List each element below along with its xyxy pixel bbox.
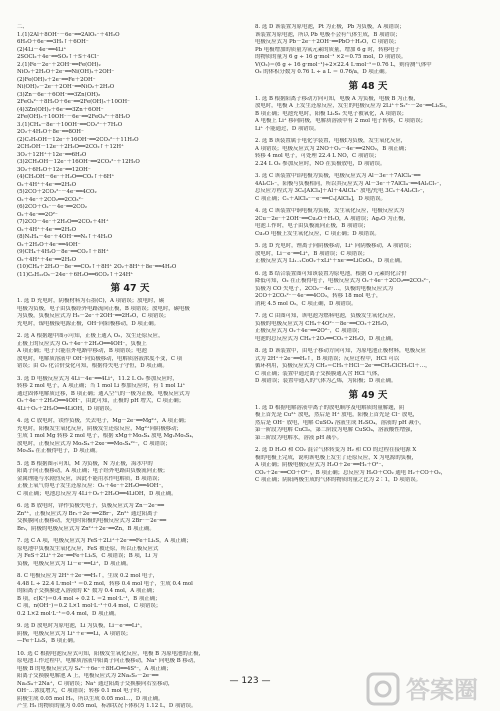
text-line: 8. 选 D 该装置为原电池，Pt 为正极，Pb 为负极，A 项错误； — [255, 24, 405, 30]
text-line: 阳离子向正极移动，A 项正确；电子经外电路由负极流向正极； — [17, 468, 169, 474]
text-line: O₂＋4e⁻＋2H₂O══4OH⁻，由此可知，正极的 pH 增大，C 项正确； — [17, 398, 185, 404]
text-line: 3. 选 C 该装置中铝电极为负极，电极反应式为 Al－3e⁻＋7AlCl₄⁻══ — [255, 173, 421, 179]
text-line: 1. 选 D 充电时，阴极材料为石墨(C)，A 项错误；放电时，碳 — [17, 298, 165, 304]
text-line: 通过固体电解质迁移，B 项正确；通入空气的一极为正极，电极反应式为 — [17, 390, 190, 397]
text-line: Li⁺ 不能通过，D 项错误。 — [255, 125, 320, 132]
text-line: 放电时，电极 A 上发生还原反应，发生的电极反应为 2Li⁺＋S₂²⁻－2e⁻══Li₂S₂， — [255, 103, 451, 109]
text-line: 为 FeS＋2Li⁺＋2e⁻══Fe＋Li₂S，C 项错误；B 项，Li 为 — [17, 553, 158, 559]
text-line: 原电池工作过程中，电解质溶液中阳离子向正极移动，Na⁺ 向电极 B 移动， — [17, 658, 199, 664]
text-line: 充电时，镍电极接电源正极，OH⁻向阳极移动，D 项正确。 — [17, 320, 159, 327]
text-line: 正极反应式为 O₂＋4e⁻══2O²⁻，C 项错误； — [255, 328, 363, 334]
text-line: 为负极，负极反应式为 H₂－2e⁻＋2OH⁻══2H₂O，C 项错误； — [17, 313, 170, 319]
text-line: (8)N₂H₄－4e⁻＋4OH⁻══N₂↑＋4H₂O — [17, 234, 113, 240]
text-line: 产生 H₂ 的物质的量为 0.05 mol，标准状况下体积为 1.12 L，D 项错误。 — [17, 703, 197, 709]
text-line: 充电时，阳极发生氧化反应，阴极发生还原反应，Mg²⁺向阴极移动； — [17, 425, 182, 432]
text-line: O₂＋4e⁻══2O²⁻ — [17, 211, 58, 218]
text-line: 第一阶段为电解 CuCl₂，第二阶段为电解 CuSO₄，溶液酸性增强， — [255, 427, 416, 433]
text-line: 然后是 OH⁻ 放电，电解 CuSO₄ 溶液生成 H₂SO₄，溶液的 pH 减小， — [255, 419, 425, 426]
text-line: 2.24 L O₂ 参加反应时，NO 在负极放电，D 项错误。 — [255, 160, 386, 167]
text-line: 负极的电极反应式为 CH₄＋4O²⁻－8e⁻══CO₂＋2H₂O， — [255, 320, 393, 327]
text-line: O₂＋4H⁺＋4e⁻══2H₂O — [17, 181, 77, 188]
text-line: 阳离子交换膜电解池 A 上，电极反应式为 2Na₂S₂－2e⁻══ — [17, 673, 159, 679]
text-line: (4)CH₃OH－6e⁻＋H₂O══CO₂↑＋6H⁺ — [17, 174, 115, 180]
text-line: C 项正确；电池总反应为 4Li＋O₂＋2H₂O══4LiOH，D 项正确。 — [17, 490, 177, 497]
text-line: 2. 选 B 该装置属于电化学装置，电极Ⅰ为负极，发生氧化反应， — [255, 138, 407, 144]
text-line: 8. C 电极反应为 2H⁺＋2e⁻══H₂↑，生成 0.2 mol 电子， — [17, 573, 159, 579]
text-line: 9. 选 D 放电时为原电池，Li 为负极，Li－e⁻══Li⁺， — [17, 623, 146, 629]
text-line: 3O₂＋12H⁺＋12e⁻══6H₂O — [17, 151, 87, 158]
text-line: 正极反应式为 Li₁₋ₓCoO₂＋xLi⁺＋xe⁻══LiCoO₂，D 项正确。 — [255, 258, 406, 264]
page-number: — 123 — — [229, 676, 271, 686]
text-line: 放电时，正极反应式为 Mo₃S₄＋2xe⁻══Mo₃S₄²ˣ⁻，C 项错误； — [17, 440, 171, 447]
text-line: C 项正确；装置中通过离子交换膜通入含 HCl 气体， — [255, 370, 383, 377]
text-line: C 项正确；阴阳两极生成的气体的物质的量之比为 2∶1，D 项错误。 — [255, 477, 421, 483]
text-line: 4Al₂Cl₇⁻，阳极与负极相同，所以其反应式为 Al－3e⁻＋7AlCl₄⁻══4Al₂Cl₇⁻， — [255, 180, 445, 187]
text-line: 8. 选 D 该装置中，由电子移动方向可知，为原电池正极材料，电极反应 — [255, 348, 426, 354]
left-column — [17, 24, 243, 711]
text-line: (5)2CO＋2CO₃²⁻－4e⁻══4CO₂ — [17, 189, 97, 195]
text-line: Br₂，阴极的电极反应式为 Zn²⁺＋2e⁻══Zn，B 项正确。 — [17, 525, 155, 532]
text-line: 2CO＋2CO₃²⁻－4e⁻══4CO₂，转移 18 mol 电子， — [255, 293, 382, 299]
text-line: Pb 电极增加的质量为氧元素的质量，增加 6 g 时，转移电子 — [255, 46, 400, 53]
text-line: 放电时，Li－e⁻══Li⁺，B 项错误；C 项错误； — [255, 250, 368, 257]
text-line: C 项正确；Cₙ＋AlCl₄⁻－e⁻══Cₙ[AlCl₄]，D 项错误。 — [255, 195, 386, 202]
text-line: 电极为负极，电子由负极经外电路流向正极，B 项错误；放电时，碳电极 — [17, 305, 190, 312]
text-line: 正极上的反应式为 O₂＋4e⁻＋2H₂O══4OH⁻，负极上 — [17, 340, 147, 347]
text-line: 1. 选 B 根据阳离子移动方向可知，电极 A 为负极，电极 B 为正极， — [255, 95, 419, 102]
text-line: V(O₂)＝(6 g ÷ 16 g·mol⁻¹)÷2×22.4 L·mol⁻¹＝0.76 L，则待测气体中 — [255, 61, 432, 68]
text-line: 3O₂＋6H₂O＋12e⁻══12OH⁻ — [17, 166, 91, 173]
text-line: (11)C₆H₁₂O₆－24e⁻＋6H₂O══6CO₂↑＋24H⁺ — [17, 271, 134, 278]
text-line: O₂ 的体积分数为 0.76 L ÷ a L ＝ 0.76/a，D 项正确。 — [255, 69, 390, 75]
text-line: 2Cu－2e⁻＋2OH⁻══Cu₂O＋H₂O，A 项错误；Ag₂O 为正极， — [255, 215, 409, 222]
text-line: (10)CH₄＋2H₂O－8e⁻══CO₂↑＋8H⁺ 2O₂＋8H⁺＋8e⁻══4H₂O — [17, 264, 177, 270]
text-line: 金属锂能与水剧烈反应，因此不能用水作电解质，B 项错误； — [17, 475, 163, 482]
text-line: B 项，c(K⁺)＝0.4 mol ÷ 0.2 L ＝2 mol·L⁻¹，B 项正确； — [17, 595, 161, 602]
text-line: A 项正确；电子只能在外电路中移动，B 项错误；电池 — [17, 348, 147, 354]
text-line: A 电极上 Li⁺ 移向阴极，电解质溶液中有 2 mol 电子转移，C 项错误； — [255, 118, 427, 124]
text-line: Na₂S₄＋2Na⁺，C 项错误；Na⁺ 通过阳离子交换膜向右室移动， — [17, 680, 174, 687]
text-line: 0.2 L×2 mol·L⁻¹＝0.4 mol，D 项正确。 — [17, 610, 120, 617]
text-line: 2. 选 D H₂O 和 CO₂ 混合气体转变为 H₂ 和 CO 的过程在接电源 X — [255, 447, 417, 453]
text-line: 二、 — [17, 24, 28, 30]
text-line: 5. 选 B 根据图示可知，M 为负极，N 为正极，海水中的 — [17, 460, 153, 467]
text-line: 交换膜向正极移动，充电时阳极的电极反应式为 2Br⁻－2e⁻══ — [17, 518, 167, 524]
text-line: O₂＋4e⁻＋2CO₂══2CO₃²⁻ — [17, 196, 84, 203]
text-line: 2Fe(OH)₃＋10OH⁻－6e⁻══2FeO₄²⁻＋8H₂O — [17, 114, 130, 120]
text-line: Ni(OH)₂－2e⁻＋2OH⁻══NiO₂＋2H₂O — [17, 84, 115, 90]
text-line: 该装置为原电池，所以 Pb 电极不会有气体生成，B 项错误； — [255, 31, 401, 38]
text-line: 6. 选 B 放电时，锌作负极失电子，负极反应式为 Zn－2e⁻══ — [17, 503, 164, 509]
text-line: 6H₂O＋6e⁻══3H₂↑＋6OH⁻ — [17, 39, 89, 45]
text-line: CO₂＋2e⁻══CO＋O²⁻，B 项正确；总反应为 H₂O＋CO₂ 通电 H₂＋CO＋O₂， — [255, 469, 447, 476]
text-line: 消耗 4.5 mol O₂，C 项正确，D 项错误。 — [255, 300, 357, 307]
text-line: 2O₂＋4H₂O＋8e⁻══8OH⁻ — [17, 129, 84, 135]
text-line: 3.(1)CH₄－8e⁻＋10OH⁻══CO₃²⁻＋7H₂O — [17, 121, 123, 128]
text-line: 的物质的量为 6 g ÷ 16 g·mol⁻¹ ×2＝0.75 mol，D 项错误。 — [255, 54, 407, 60]
text-line: 降低可知，O₂ 在正极得电子，电极反应式为 O₂＋4e⁻＋2CO₂══2CO₃²⁻， — [255, 278, 435, 284]
text-line: 4. 选 C 该装置中铜电极为负极，发生氧化反应，电极反应式为 — [255, 208, 405, 214]
text-line: 4Li＋O₂＋2H₂O══4LiOH，D 项错误。 — [17, 405, 116, 412]
text-line: 放电时，电解质溶液中 OH⁻向负极移动，电解质溶液浓度不变，C 项 — [17, 355, 183, 362]
text-line: 循环利用，负极反应式为 CH₂＝CH₂＋HCl－2e⁻══CH₂ClCH₂Cl＋…， — [255, 363, 431, 369]
text-line: Cu₂O 电极上发生氧化反应，C 项正确；D 项错误。 — [255, 230, 380, 237]
text-line: (2)C₂H₅OH－12e⁻＋16OH⁻══2CO₃²⁻＋11H₂O — [17, 136, 139, 143]
text-line: O₂＋4H⁺＋4e⁻══2H₂O — [17, 256, 77, 263]
text-line: (9)CH₄＋4H₂O－8e⁻══CO₂↑＋8H⁺ — [17, 249, 109, 255]
text-line: Zn²⁺，正极反应式为 Br₂＋2e⁻══2Br⁻，Zn²⁺ 通过阳离子 — [17, 510, 158, 517]
text-line: 电池工作时，电子由负极流向正极，B 项错误； — [255, 223, 369, 229]
text-line: 2.(1)Fe－2e⁻＋2OH⁻══Fe(OH)₂ — [17, 61, 101, 68]
text-line: 错误；由 O₂ 化合价变化可知，根据得失电子守恒，D 项正确。 — [17, 363, 168, 369]
day-heading: 第 48 天 — [348, 80, 388, 92]
text-line: (3)2CH₃OH－12e⁻＋16OH⁻══2CO₃²⁻＋12H₂O — [17, 159, 140, 165]
text-line: 4.48 L ÷ 22.4 L·mol⁻¹ ＝0.2 mol，转移 0.4 mol 电子，生成 0.4 mol — [17, 580, 193, 587]
text-line: 阴极生成 0.05 mol H₂，所以生成 0.05 mol…，D 项正确。 — [17, 695, 164, 702]
text-line: O₂＋4H⁺＋4e⁻══2H₂O — [17, 226, 77, 233]
text-line: 负极，电极反应式为 Li－e⁻══Li⁺，D 项正确。 — [17, 560, 132, 567]
text-line: (7)2CO－4e⁻＋2H₂O══2CO₂＋4H⁺ — [17, 219, 109, 225]
watermark-logo — [366, 668, 494, 708]
text-line: 的阳离子交换膜进入溶液的 K⁺ 数为 0.4 mol，A 项正确； — [17, 588, 158, 594]
text-line: (3)Zn－6e⁻＋6OH⁻══3Zn(OH)₂ — [17, 91, 101, 98]
text-line: 式为 2H⁺＋2e⁻══H₂↑，B 项错误；反应过程中，HCl 可以 — [255, 355, 400, 362]
text-line: 7. 选 C 由图可知，该电池为燃料电池，负极发生氧化反应， — [255, 313, 399, 319]
text-line: 极的电极上完成，说明该电极上发生了还原反应，X 为电源的负极， — [255, 454, 417, 461]
text-line: 电极 B 的电极反应式为 S₄²⁻＋6e⁻＋8H₂O══4S²⁻，A 项正确； — [17, 665, 172, 672]
watermark-text: 答案圈 — [406, 676, 478, 704]
text-line: 转移 2 mol 电子，A 项正确；当 1 mol Li 参加反应时，有 1 mol Li⁺ — [17, 383, 186, 389]
text-line: 4. 选 C 放电时，镁作负极，失去电子，Mg－2e⁻══Mg²⁺，A 项正确； — [17, 418, 190, 424]
text-line: Mo₃S₄ 在正极得电子，D 项正确。 — [17, 448, 101, 454]
text-line: (2)Fe(OH)₂＋2e⁻══Fe＋2OH⁻ — [17, 76, 96, 83]
text-line: 6. 选 B 结合装置图可知该装置为原电池，根据 O 元素的化合价 — [255, 270, 407, 277]
text-line: 10. 选 C 根据电池反应式可知，阳极发生氧化反应，电极 B 为原电池的正极， — [17, 650, 204, 657]
text-line: O₂＋2H₂O＋4e⁻══4OH⁻ — [17, 241, 81, 248]
text-line: 3. 选 D 电极反应式为 4Li－4e⁻══4Li⁺，11.2 L O₂ 参加反应时， — [17, 375, 178, 382]
text-line: (4)3Zn(OH)₂＋6e⁻══3Zn＋6OH⁻ — [17, 106, 104, 113]
day-heading: 第 49 天 — [348, 389, 388, 401]
text-line: OH⁻…浓度增大，C 项错误；转移 0.1 mol 电子时， — [17, 688, 145, 694]
text-line: (2)4Li－4e⁻══4Li⁺ — [17, 46, 67, 53]
text-line: B 项正确；电池充电时，阳极 Li₂S₂ 失电子被氧化，A 项错误； — [255, 110, 408, 117]
text-line: 2CH₃OH－12e⁻＋2H₂O══2CO₂↑＋12H⁺ — [17, 144, 124, 150]
text-line: 第三阶段为电解水，溶液 pH 减小。 — [255, 434, 343, 441]
text-line: 1. 选 D 根据电解溶液中离子的放电顺序及电解质的量解题，阴 — [255, 404, 405, 411]
text-line: 2FeO₄²⁻＋8H₂O＋6e⁻══2Fe(OH)₃＋10OH⁻ — [17, 99, 130, 105]
day-heading: 第 47 天 — [110, 283, 150, 294]
right-column — [255, 24, 481, 485]
text-line: 生成 1 mol Mg 转移 2 mol 电子，根据 xMg＋Mo₃S₄ 放电 MgₓMo₃S₄， — [17, 433, 198, 439]
text-line: A 项正确；阴极电极反应式为 H₂O＋2e⁻══H₂＋O²⁻、 — [255, 462, 387, 468]
text-line: 原电池中负极发生氧化反应，FeS 被还原，所以正极反应式 — [17, 545, 159, 552]
text-line: —Fe＋Li₂S，B 项正确。 — [17, 638, 79, 644]
text-line: 1.(1)2Al＋8OH⁻－6e⁻══2AlO₂⁻＋4H₂O — [17, 31, 120, 38]
text-line: (6)2CO＋O₂⁻－4e⁻══2CO₂ — [17, 204, 87, 210]
text-line: 负极为 CO 失电子，2CO₂－4e⁻…，负极的电极反应式为 — [255, 285, 393, 292]
text-line: 阴极，电极反应式为 Li⁺＋e⁻══Li，A 项错误； — [17, 630, 132, 637]
text-line: 电极反应式为 Pb－2e⁻＋2OH⁻══PbO＋H₂O，C 项错误； — [255, 39, 400, 45]
text-line: 电池的总反应式为 CH₄＋2O₂══CO₂＋2H₂O，D 项正确。 — [255, 335, 397, 342]
text-line: 2. 选 A 根据题中图示可知，正极上通入 O₂，发生还原反应， — [17, 333, 164, 339]
text-line: C 项，n(OH⁻)＝0.2 L×1 mol·L⁻¹＋0.4 mol，C 项错误； — [17, 603, 162, 609]
text-line: 5. 选 D 充电时，锂离子向阴极移动，Li⁺ 向阴极移动，A 项错误； — [255, 243, 415, 249]
text-line: 总反应方程式为 3Cₙ[AlCl₄]＋Al＋4AlCl₄⁻ 放电/充电 3Cₙ＋4Al₂Cl₇⁻， — [255, 188, 429, 194]
text-line: A 项错误；电极反应式为 2NO＋O₂－4e⁻══2NO₂，B 项正确； — [255, 145, 410, 152]
text-line: D 项错误；装置中通入的气体为乙烯，为阳极；D 项正确。 — [255, 378, 397, 384]
text-line: 转移 4 mol 电子，可处理 22.4 L NO，C 项错误； — [255, 153, 380, 159]
text-line: 正极上氧气得电子发生还原反应：O₂＋4e⁻＋2H₂O══4OH⁻， — [17, 483, 167, 489]
text-line: 7. 选 C A 项，电极反应式为 FeS＋2Li⁺＋2e⁻══Fe＋Li₂S，A 项正确； — [17, 538, 192, 544]
text-line: 2SOCl₂＋4e⁻══SO₂↑＋S＋4Cl⁻ — [17, 54, 100, 60]
text-line: NiO₂＋2H₂O＋2e⁻══Ni(OH)₂＋2OH⁻ — [17, 69, 115, 75]
text-line: 极上首先是 Cu²⁺ 放电，然后是 H⁺ 放电，阳极上首先是 Cl⁻ 放电， — [255, 412, 419, 418]
